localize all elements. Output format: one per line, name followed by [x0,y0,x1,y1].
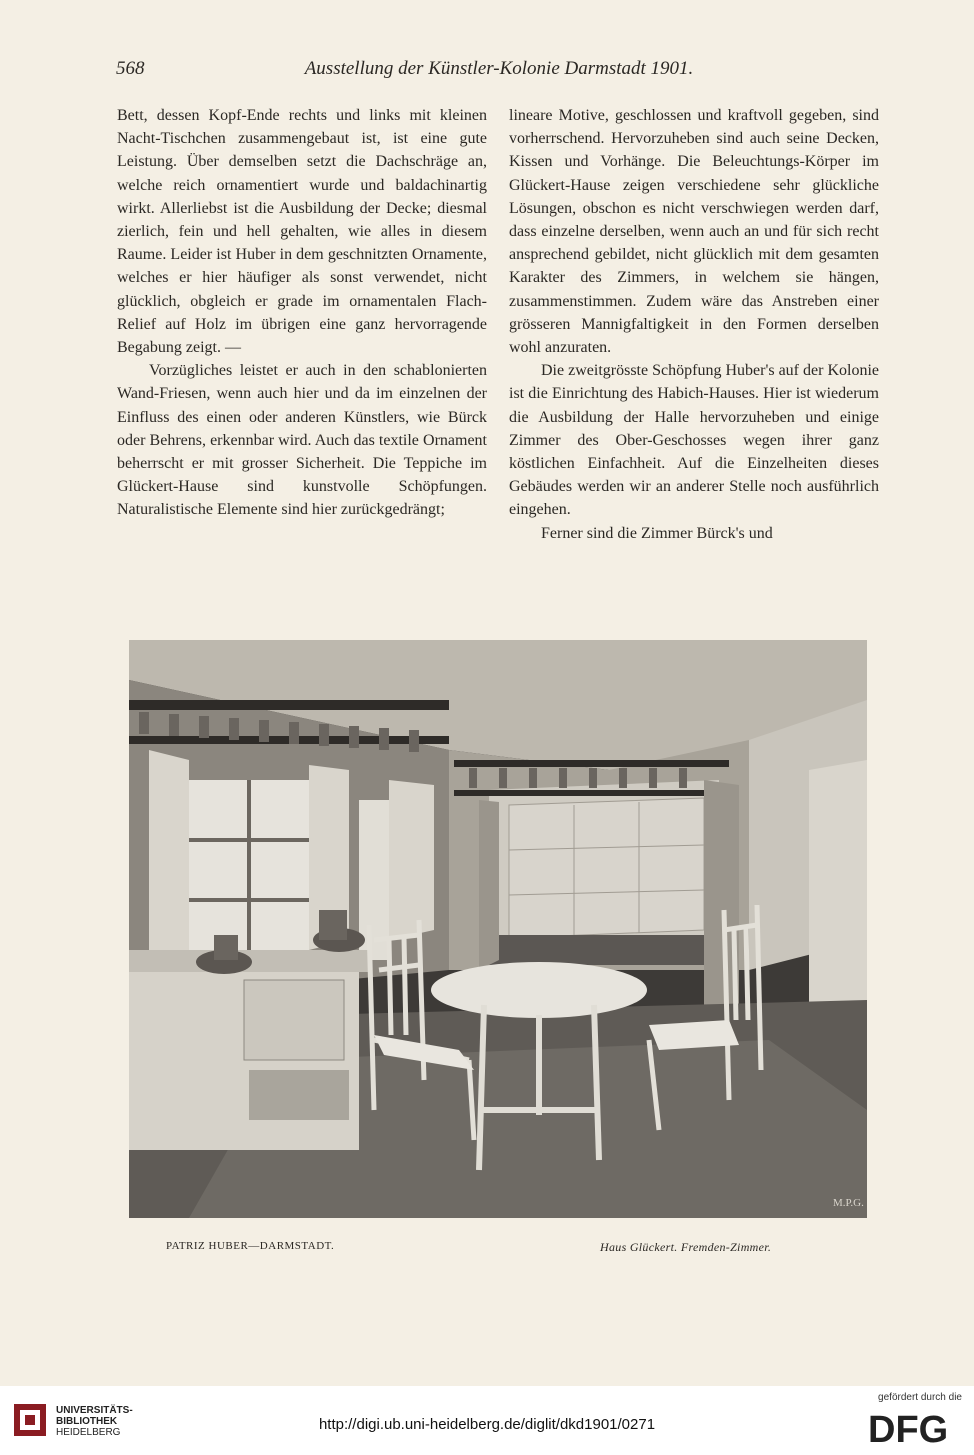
left-column [117,104,487,522]
running-head [116,58,882,84]
caption-title: Haus Glückert. Fremden-Zimmer. [600,1240,772,1254]
paragraph: Ferner sind die Zimmer Bürck's und [541,524,773,542]
page-number: 568 [116,58,145,79]
photo-signature: M.P.G. [833,1197,864,1209]
library-line: UNIVERSITÄTS- [56,1405,133,1416]
library-line: HEIDELBERG [56,1427,121,1438]
dfg-logo-icon [868,1408,960,1448]
caption-artist: PATRIZ HUBER—DARMSTADT. [166,1240,335,1252]
room-photograph [129,640,867,1218]
paragraph: Bett, dessen Kopf-Ende rechts und links mit kleinen Nacht-Tischchen zusammengebaut ist, ist eine gute Leistung. Über demselben setzt die Dachschräge an, welche reich ornamentiert wurde und baldachinartig wirkt. Allerliebst ist die Ausbildung der Decke; diesmal zierlich, fein und hell gehalten, wie alles in diesem Raume. Leider ist Huber in dem geschnitzten Ornamente, welches er hier häufiger als sonst verwendet, nicht glücklich, obgleich er grade im ornamentalen Flach-Relief auf Holz im übrigen eine ganz hervorragende Begabung zeigt. — [117,107,487,357]
funding-label: gefördert durch die [878,1392,962,1403]
right-column [509,104,879,545]
library-line: BIBLIOTHEK [56,1416,118,1427]
dfg-logo-text: DFG [868,1409,949,1448]
paragraph: Vorzügliches leistet er auch in den schablonierten Wand-Friesen, wenn auch hier und da im einzelnen der Einfluss des einen oder anderen Künstlers, wie Bürck oder Behrens, erkennbar wird. Auch das textile Ornament beherrscht er mit grosser Sicherheit. Die Teppiche im Glückert-Hause sind kunstvolle Schöpfungen. Naturalistische Elemente sind hier zurückgedrängt; [117,362,487,519]
digitization-footer [0,1386,974,1455]
paragraph: Die zweitgrösste Schöpfung Huber's auf der Kolonie ist die Einrichtung des Habich-Hauses. Hier ist wiederum die Ausbildung der Halle hervorzuheben und einige Zimmer des Ober-Geschosses wegen ihrer ganz köstlichen Einfachheit. Auf die Einzelheiten dieses Gebäudes werden wir an anderer Stelle noch ausführlich eingehen. [509,362,879,519]
running-title: Ausstellung der Künstler-Kolonie Darmstadt 1901. [304,58,694,79]
room-illustration [129,640,867,1218]
paragraph: lineare Motive, geschlossen und kraftvoll gegeben, sind vorherrschend. Hervorzuheben sind auch seine Decken, Kissen und Vorhänge. Die Beleuchtungs-Körper im Glückert-Hause zeigen verschiedene sehr glückliche Lösungen, obschon es nicht verschwiegen werden darf, dass einzelne derselben, wenn auch an und für sich recht ansprechend gebildet, nicht glücklich mit dem gesamten Karakter des Zimmers, in welchem sie hängen, zusammenstimmen. Zudem wäre das Anstreben einer grösseren Mannigfaltigkeit in den Formen derselben wohl anzuraten. [509,107,879,357]
source-url-link[interactable]: http://digi.ub.uni-heidelberg.de/diglit/dkd1901/0271 [318,1416,656,1433]
